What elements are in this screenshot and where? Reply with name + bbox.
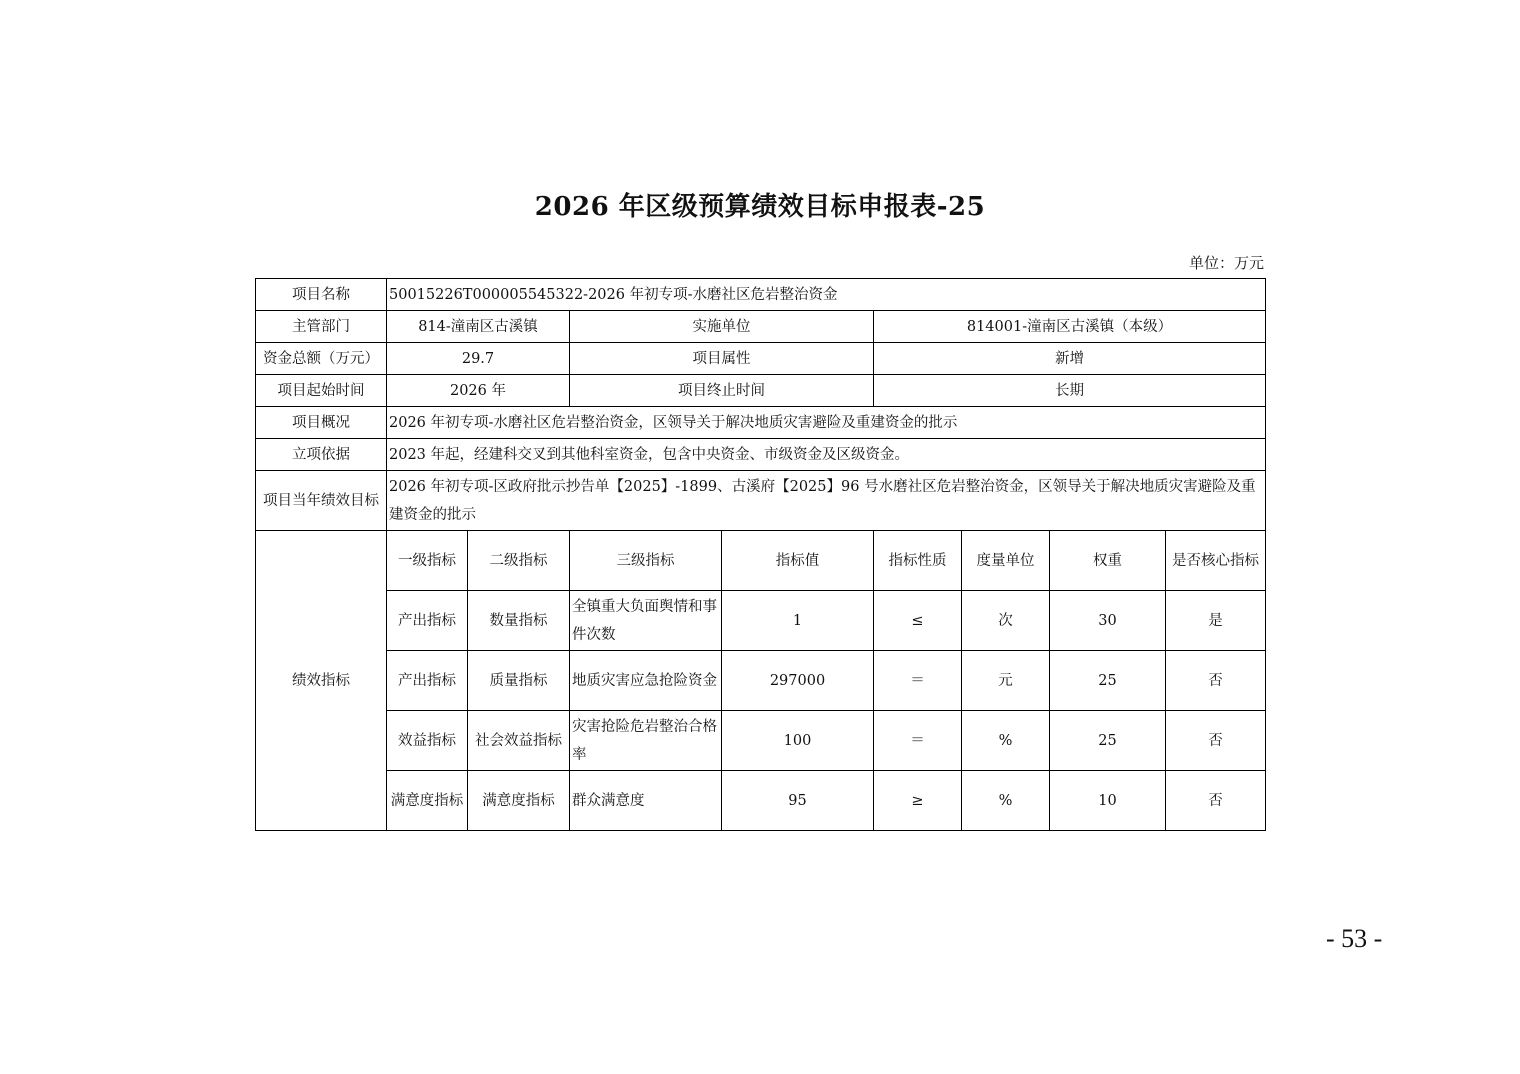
value-goal: 2026 年初专项-区政府批示抄告单【2025】-1899、古溪府【2025】96 号水磨社区危岩整治资金，区领导关于解决地质灾害避险及重建资金的批示	[387, 471, 1266, 531]
indicator-core: 否	[1166, 711, 1266, 771]
label-end-time: 项目终止时间	[570, 375, 874, 407]
indicator-core: 否	[1166, 651, 1266, 711]
header-value: 指标值	[722, 531, 874, 591]
label-basis: 立项依据	[256, 439, 387, 471]
indicator-value: 95	[722, 771, 874, 831]
indicator-level2: 社会效益指标	[468, 711, 570, 771]
unit-label: 单位：万元	[1188, 254, 1264, 272]
row-funds	[256, 343, 1266, 375]
label-overview: 项目概况	[256, 407, 387, 439]
header-weight: 权重	[1050, 531, 1166, 591]
indicator-weight: 30	[1050, 591, 1166, 651]
indicator-level3: 地质灾害应急抢险资金	[570, 651, 722, 711]
page-title: 2026 年区级预算绩效目标申报表-25	[534, 192, 986, 222]
indicator-nature: ≤	[874, 591, 962, 651]
value-end-time: 长期	[874, 375, 1266, 407]
indicator-value: 297000	[722, 651, 874, 711]
header-unit: 度量单位	[962, 531, 1050, 591]
indicator-header-row	[256, 531, 1266, 591]
header-level3: 三级指标	[570, 531, 722, 591]
indicator-row	[256, 771, 1266, 831]
indicator-level1: 产出指标	[387, 591, 468, 651]
value-project-name: 50015226T000005545322-2026 年初专项-水磨社区危岩整治资金	[387, 279, 1266, 311]
header-level1: 一级指标	[387, 531, 468, 591]
indicator-unit: %	[962, 771, 1050, 831]
row-department	[256, 311, 1266, 343]
indicator-nature: ＝	[874, 651, 962, 711]
indicator-level2: 数量指标	[468, 591, 570, 651]
value-impl-unit: 814001-潼南区古溪镇（本级）	[874, 311, 1266, 343]
label-project-attr: 项目属性	[570, 343, 874, 375]
indicator-core: 是	[1166, 591, 1266, 651]
value-basis: 2023 年起，经建科交叉到其他科室资金，包含中央资金、市级资金及区级资金。	[387, 439, 1266, 471]
indicator-row	[256, 651, 1266, 711]
indicator-unit: %	[962, 711, 1050, 771]
indicator-unit: 元	[962, 651, 1050, 711]
indicator-row	[256, 711, 1266, 771]
indicator-level2: 质量指标	[468, 651, 570, 711]
indicator-weight: 25	[1050, 651, 1166, 711]
indicator-unit: 次	[962, 591, 1050, 651]
indicator-value: 1	[722, 591, 874, 651]
indicator-level3: 全镇重大负面舆情和事件次数	[570, 591, 722, 651]
header-nature: 指标性质	[874, 531, 962, 591]
indicator-level1: 效益指标	[387, 711, 468, 771]
label-goal: 项目当年绩效目标	[256, 471, 387, 531]
label-impl-unit: 实施单位	[570, 311, 874, 343]
indicator-level1: 满意度指标	[387, 771, 468, 831]
header-level2: 二级指标	[468, 531, 570, 591]
performance-target-table	[255, 278, 1266, 831]
indicator-core: 否	[1166, 771, 1266, 831]
row-project-name	[256, 279, 1266, 311]
indicator-level3: 灾害抢险危岩整治合格率	[570, 711, 722, 771]
value-start-time: 2026 年	[387, 375, 570, 407]
header-core: 是否核心指标	[1166, 531, 1266, 591]
indicator-level3: 群众满意度	[570, 771, 722, 831]
value-funds: 29.7	[387, 343, 570, 375]
indicator-value: 100	[722, 711, 874, 771]
label-dept: 主管部门	[256, 311, 387, 343]
label-start-time: 项目起始时间	[256, 375, 387, 407]
indicator-nature: ≥	[874, 771, 962, 831]
indicator-weight: 10	[1050, 771, 1166, 831]
page-number: - 53 -	[1326, 924, 1383, 953]
indicator-level1: 产出指标	[387, 651, 468, 711]
indicator-level2: 满意度指标	[468, 771, 570, 831]
row-time	[256, 375, 1266, 407]
label-funds: 资金总额（万元）	[256, 343, 387, 375]
indicator-nature: ＝	[874, 711, 962, 771]
value-overview: 2026 年初专项-水磨社区危岩整治资金，区领导关于解决地质灾害避险及重建资金的批示	[387, 407, 1266, 439]
row-basis	[256, 439, 1266, 471]
indicator-weight: 25	[1050, 711, 1166, 771]
indicator-row	[256, 591, 1266, 651]
label-indicators: 绩效指标	[256, 531, 387, 831]
row-overview	[256, 407, 1266, 439]
value-dept: 814-潼南区古溪镇	[387, 311, 570, 343]
value-project-attr: 新增	[874, 343, 1266, 375]
row-goal	[256, 471, 1266, 531]
label-project-name: 项目名称	[256, 279, 387, 311]
